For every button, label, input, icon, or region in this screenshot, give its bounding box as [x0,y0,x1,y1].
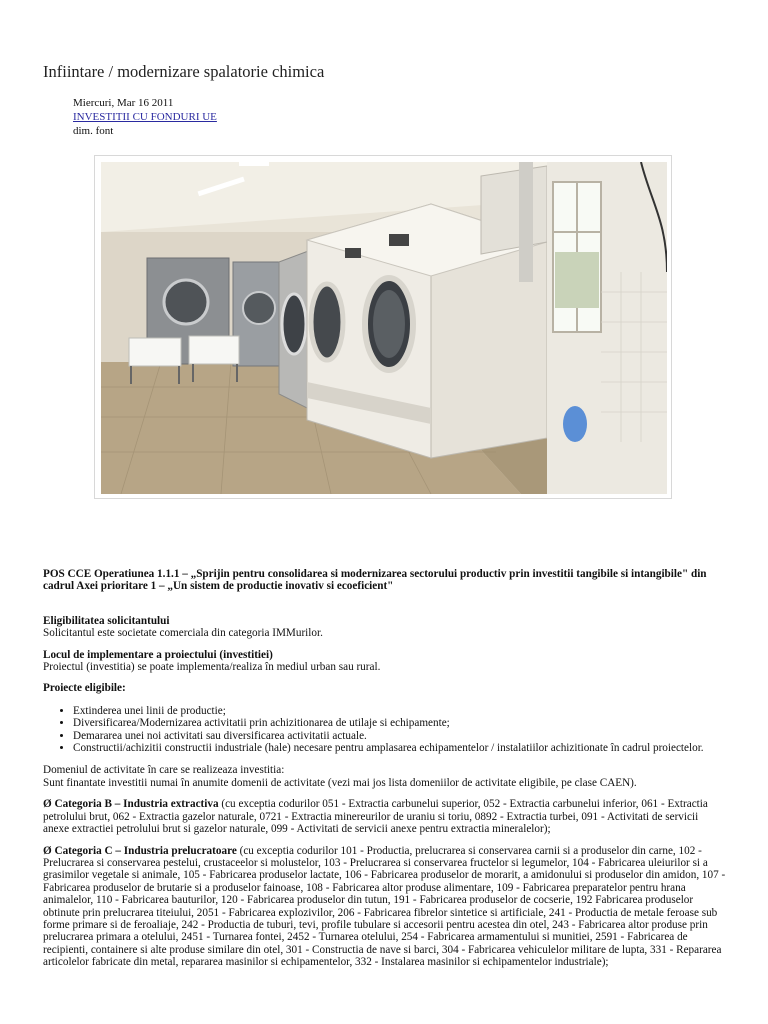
domain-section: Domeniul de activitate în care se realizeaza investitia: Sunt finantate investitii numai în anumite domenii de activitate (vezi mai jos lista domeniilor de activitate eligibile, pe clase CAEN). [43,764,637,789]
article-body [43,568,727,978]
article-meta [73,96,217,138]
category-b-text: (cu exceptia codurilor 051 - Extractia carbunelui superior, 052 - Extractia carbunelui inferior, 061 - Extractia petrolului brut, 062 - Extractia gazelor naturale, 0721 - Extractia minereurilor de uraniu si toriu, 0892 - Extractia turbei, 091 - Activitati de servicii anexe extractiei petrolului brut si gazelor naturale, 099 - Activitati de servicii anexe pentru extractia mineralelor); [43,798,708,836]
list-item: • Diversificarea/Modernizarea activitatii prin achizitionarea de utilaje si echipamente; [73,717,727,729]
program-heading: POS CCE Operatiunea 1.1.1 – „Sprijin pentru consolidarea si modernizarea sectorului productiv prin investitii tangibile si intangibile" din cadrul Axei prioritare 1 – „Un sistem de productie inovativ si ecoeficient" [43,568,707,593]
list-item: • Constructii/achizitii constructii industriale (hale) necesare pentru amplasarea echipamentelor / instalatiilor achizitionate în cadrul proiectelor. [73,742,727,754]
eligibility-heading: Eligibilitatea solicitantului [43,614,170,627]
article-title: Infiintare / modernizare spalatorie chimica [43,62,325,81]
category-b [43,798,727,835]
category-c-label: Ø Categoria C – Industria prelucratoare [43,844,237,857]
category-b-label: Ø Categoria B – Industria extractiva [43,798,219,811]
location-heading: Locul de implementare a proiectului (investitiei) [43,648,273,661]
article-date: Miercuri, Mar 16 2011 [73,97,174,109]
list-item: • Extinderea unei linii de productie; [73,705,727,717]
location-section [43,649,727,674]
category-link[interactable]: INVESTITII CU FONDURI UE [73,111,217,123]
eligibility-section [43,615,727,640]
article-photo [94,155,672,499]
projects-list [43,705,727,755]
laundry-photo [101,162,667,494]
list-item: • Demararea unei noi activitati sau diversificarea activitatii actuale. [73,730,727,742]
projects-heading: Proiecte eligibile: [43,682,126,695]
location-text: Proiectul (investitia) se poate implementa/realiza în mediul urban sau rural. [43,661,381,674]
font-size-control[interactable]: dim. font [73,125,114,137]
eligibility-text: Solicitantul este societate comerciala din categoria IMMurilor. [43,627,323,640]
category-c-text: (cu exceptia codurilor 101 - Productia, prelucrarea si conservarea carnii si a produselor din carne, 102 - Prelucrarea si conservarea pestelui, crustaceelor si molustelor, 103 - Prelucrarea si conservarea fructelor si legumelor, 104 - Fabricarea uleiurilor si a grasimilor vegetale si animale, 105 - Fabricarea produselor lactate, 106 - Fabricarea produselor de morarit, a amidonului si produselor din amidon, 107 - Fabricarea produselor de brutarie si a produselor fainoase, 108 - Fabricarea altor produse alimentare, 109 - Fabricarea preparatelor pentru hrana animalelor, 110 - Fabricarea bauturilor, 120 - Fabricarea produselor din tutun, 191 - Fabricarea produselor de cocserie, 192 Fabricarea produselor obtinute prin prelucrarea titeiului, 2051 - Fabricarea explozivilor, 206 - Fabricarea fibrelor sintetice si artificiale, 241 - Productia de metale feroase sub forme primare si de feroaliaje, 242 - Productia de tuburi, tevi, profile tubulare si accesorii pentru acestea din otel, 243 - Fabricarea altor produse prin prelucrarea primara a otelului, 2451 - Turnarea fontei, 2452 - Turnarea otelului, 254 - Fabricarea armamentului si munitiei, 2591 - Fabricarea de recipienti, containere si alte produse similare din otel, 301 - Constructia de nave si barci, 304 - Fabricarea vehiculelor militare de lupta, 331 - Repararea articolelor fabricate din metal, repararea masinilor si echipamentelor, 332 - Instalarea masinilor si echipamentelor industriale); [43,844,726,969]
category-c [43,845,727,969]
